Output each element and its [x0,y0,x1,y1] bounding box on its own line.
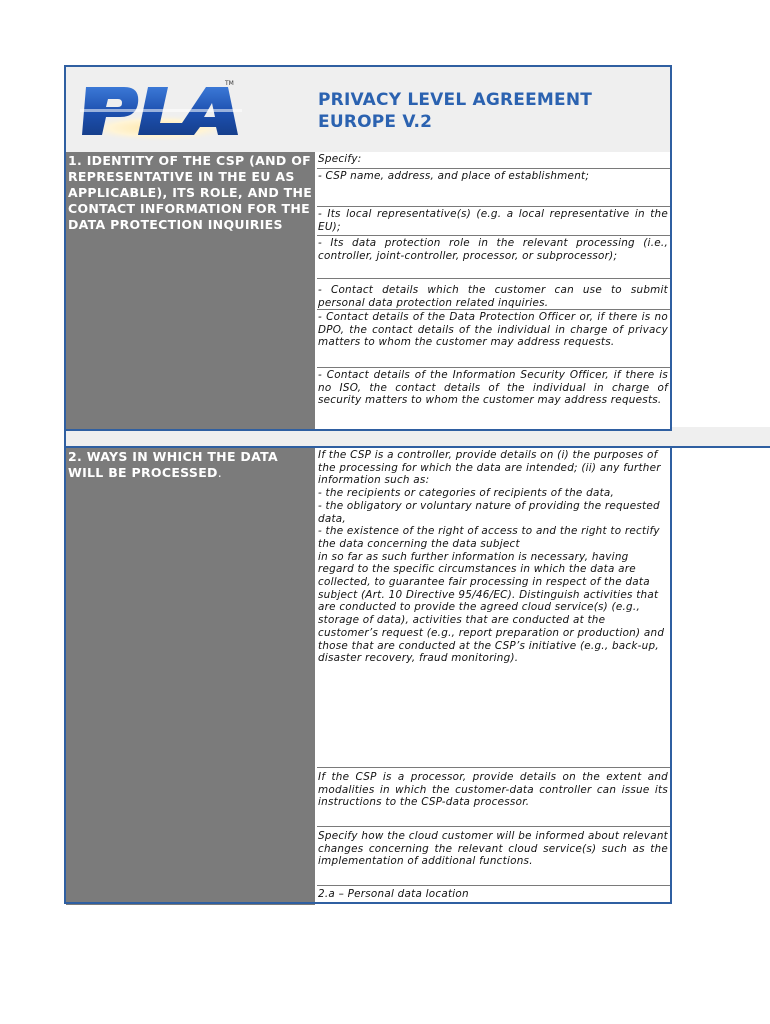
section-1-row-representative[interactable]: - Its local representative(s) (e.g. a local representative in the EU); [317,207,670,236]
section-1-row-dpo[interactable]: - Contact details of the Data Protection Officer or, if there is no DPO, the contact details of the individual in charge of privacy matters to whom the customer may address requests. [317,310,670,368]
section-separator-row [66,429,770,448]
title-line-2: EUROPE V.2 [318,112,433,132]
page-title [318,89,648,133]
section-2-content [317,448,670,905]
title-line-1: PRIVACY LEVEL AGREEMENT [318,90,593,110]
trademark-mark: TM [225,80,234,87]
form-header [66,67,670,152]
section-1-row-iso[interactable]: - Contact details of the Information Security Officer, if there is no ISO, the contact details of the individual in charge of security matters to whom the customer may address requests. [318,369,668,407]
section-1-row-csp-name[interactable]: - CSP name, address, and place of establishment; [317,169,670,207]
section-1-heading-cell [66,152,315,429]
section-1-heading: 1. IDENTITY OF THE CSP (AND OF REPRESENTATIVE IN THE EU AS APPLICABLE), ITS ROLE, AND THE CONTACT INFORMATION FOR THE DATA PROTECTION INQUIRIES [68,153,313,232]
section-1-row-role[interactable]: - Its data protection role in the relevant processing (i.e., controller, joint-controller, processor, or subprocessor); [317,236,670,279]
section-2-row-data-location[interactable]: 2.a – Personal data location [318,888,469,900]
section-1-row-contact[interactable]: - Contact details which the customer can use to submit personal data protection related inquiries. [317,279,670,310]
section-2-row-processor[interactable]: If the CSP is a processor, provide details on the extent and modalities in which the customer-data controller can issue its instructions to the CSP-data processor. [317,768,670,827]
sheet-bottom-border [64,902,672,904]
section-2-heading: 2. WAYS IN WHICH THE DATA WILL BE PROCESSED [68,449,278,480]
pla-logo [76,73,246,145]
section-2-heading-cell [66,448,315,905]
section-2-row-changes[interactable]: Specify how the cloud customer will be informed about relevant changes concerning the relevant cloud service(s) such as the implementation of additional functions. [317,827,670,886]
pla-form-sheet [64,65,672,903]
section-1-content [317,152,670,429]
separator-extension [672,427,770,446]
section-2-heading-dot: . [217,465,223,480]
section-1-row-specify[interactable]: Specify: [317,152,670,169]
section-2-row-controller[interactable]: If the CSP is a controller, provide details on (i) the purposes of the processing for which the data are intended; (ii) any further information such as: - the recipients or categories of recipients of the data, - the obligatory or voluntary nature of providing the requested data, - the existence of the right of access to and the right to rectify the data concerning the data subject in so far as such further information is necessary, having regard to the specific circumstances in which the data are collected, to guarantee fair processing in respect of the data subject (Art. 10 Directive 95/46/EC). Distinguish activities that are conducted to provide the agreed cloud service(s) (e.g., storage of data), activities that are conducted at the customer’s request (e.g., report preparation or production) and those that are conducted at the CSP’s initiative (e.g., back-up, disaster recovery, fraud monitoring). [317,448,670,768]
